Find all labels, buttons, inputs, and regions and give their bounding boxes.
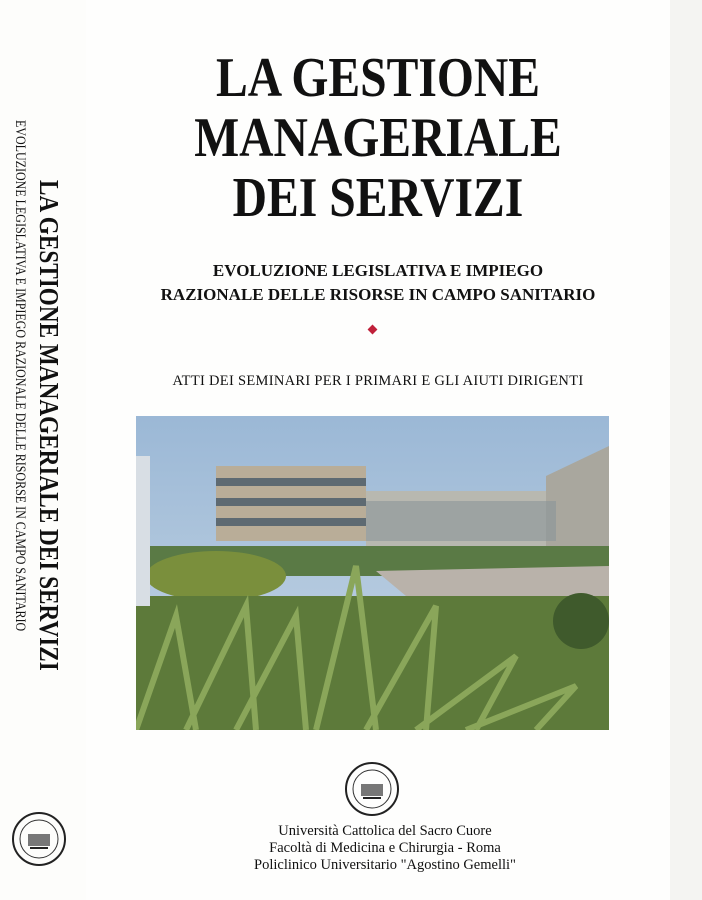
subtitle-line-1: EVOLUZIONE LEGISLATIVA E IMPIEGO bbox=[212, 261, 544, 280]
institution-line-2: Facoltà di Medicina e Chirurgia - Roma bbox=[269, 840, 501, 856]
title-line-2: MANAGERIALE bbox=[194, 107, 562, 169]
page-edge bbox=[670, 0, 702, 900]
spine-subtitle: EVOLUZIONE LEGISLATIVA E IMPIEGO RAZIONALE DELLE RISORSE IN CAMPO SANITARIO bbox=[12, 120, 28, 632]
university-seal-logo bbox=[345, 762, 399, 816]
spine-title: LA GESTIONE MANAGERIALE DEI SERVIZI bbox=[34, 180, 64, 671]
subtitle-line-2: RAZIONALE DELLE RISORSE IN CAMPO SANITARIO bbox=[160, 285, 596, 304]
institution-line-3: Policlinico Universitario "Agostino Gemelli" bbox=[254, 857, 516, 873]
title-line-1: LA GESTIONE bbox=[215, 47, 541, 109]
title-line-3: DEI SERVIZI bbox=[232, 167, 524, 229]
spine-seal-logo bbox=[12, 812, 66, 866]
atti-line: ATTI DEI SEMINARI PER I PRIMARI E GLI AIUTI DIRIGENTI bbox=[172, 373, 584, 389]
hospital-photo bbox=[136, 416, 609, 730]
institution-line-1: Università Cattolica del Sacro Cuore bbox=[278, 823, 492, 839]
